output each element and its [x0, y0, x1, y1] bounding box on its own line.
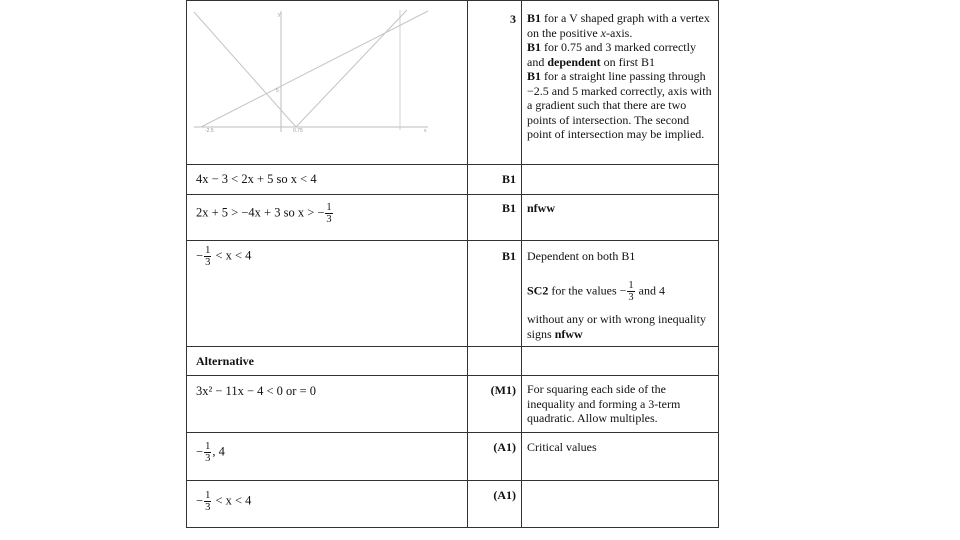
row2-answer: 4x − 3 < 2x + 5 so x < 4 — [196, 172, 317, 186]
b1-label: B1 — [527, 11, 542, 25]
table-border-right — [718, 0, 719, 528]
row2-mark: B1 — [501, 172, 516, 186]
row-divider — [186, 0, 719, 1]
x-label-0-75: 0.75 — [293, 128, 303, 134]
row7-guidance: Critical values — [527, 440, 597, 454]
row-divider — [186, 164, 719, 165]
fraction-one-third: $\frac{1}{3}$ — [205, 490, 211, 513]
fraction-one-third: $\frac{1}{3}$ — [628, 280, 634, 303]
row3-guidance: nfww — [527, 201, 556, 215]
row-divider — [186, 240, 719, 241]
row8-mark: (A1) — [493, 488, 516, 502]
fraction-one-third: $\frac{1}{3}$ — [326, 202, 332, 225]
graph-sketch — [192, 6, 434, 134]
row3-answer: 2x + 5 > −4x + 3 so x > − $\frac{1}{3}$ — [196, 202, 332, 225]
sc2-label: SC2 — [527, 283, 549, 298]
fraction-one-third: $\frac{1}{3}$ — [205, 441, 211, 464]
row-divider — [186, 194, 719, 195]
row-divider — [186, 527, 719, 528]
table-border-col1 — [467, 0, 468, 528]
row-divider — [186, 432, 719, 433]
row-divider — [186, 346, 719, 347]
row4-guidance-line1: Dependent on both B1 — [527, 249, 636, 263]
row1-marks: 3 — [510, 12, 516, 26]
row1-guidance: B1 for a V shaped graph with a vertex on the positive x-axis. B1 for 0.75 and 3 marked correctly and dependent on first B1 B1 for a straight line passing through −2.5 and 5 marked correctly, axis with a gradient such that there are two points of intersection. The second point of intersection may be implied. — [527, 11, 712, 141]
x-label-minus-2-5: -2.5 — [205, 128, 214, 134]
y-label-5: 5 — [276, 88, 279, 94]
row-divider — [186, 480, 719, 481]
row8-answer: − $\frac{1}{3}$ < x < 4 — [196, 490, 252, 513]
row6-guidance: For squaring each side of the inequality and forming a 3-term quadratic. Allow multiples. — [527, 382, 681, 425]
table-border-left — [186, 0, 187, 528]
row4-guidance-line3: without any or with wrong inequality signs nfww — [527, 312, 706, 341]
row6-answer: 3x² − 11x − 4 < 0 or = 0 — [196, 384, 317, 398]
x-axis-tip: x — [424, 128, 427, 134]
row3-mark: B1 — [501, 201, 516, 215]
y-axis-tip: y — [278, 12, 281, 18]
fraction-one-third: $\frac{1}{3}$ — [205, 245, 211, 268]
b1-label: B1 — [527, 40, 542, 54]
row7-answer: − $\frac{1}{3}$ , 4 — [196, 441, 225, 464]
alternative-heading: Alternative — [196, 354, 254, 368]
table-border-col2 — [521, 0, 522, 528]
row4-answer: − $\frac{1}{3}$ < x < 4 — [196, 245, 252, 268]
row4-guidance-sc2: SC2 for the values − $\frac{1}{3}$ and 4 — [527, 280, 665, 303]
row7-mark: (A1) — [493, 440, 516, 454]
row4-mark: B1 — [501, 249, 516, 263]
row-divider — [186, 375, 719, 376]
b1-label: B1 — [527, 69, 542, 83]
row6-mark: (M1) — [490, 383, 516, 397]
